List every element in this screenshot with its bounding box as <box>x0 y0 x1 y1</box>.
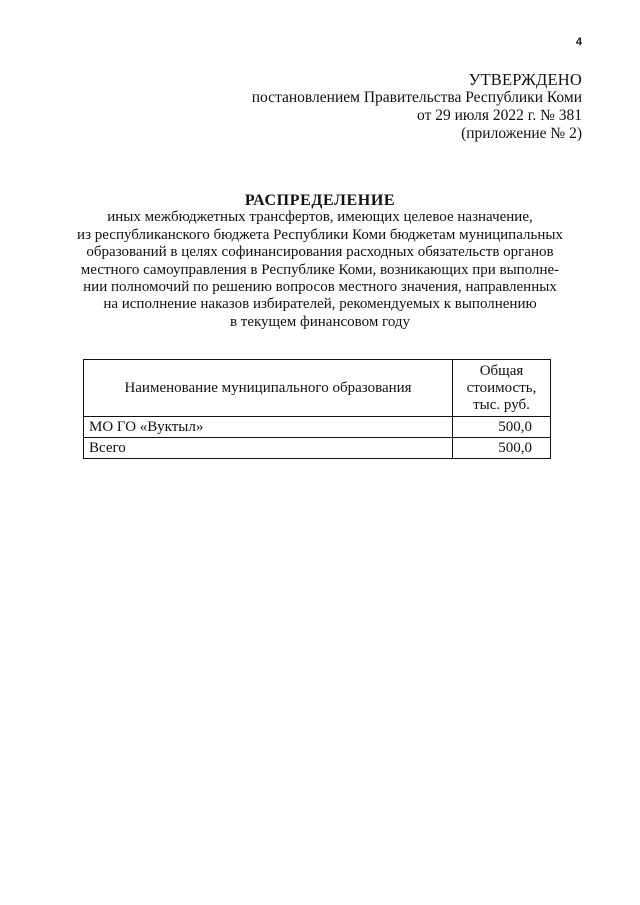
page-number: 4 <box>575 36 582 48</box>
column-header-cost-line: Общая <box>479 362 524 379</box>
subtitle-line: в текущем финансовом году <box>229 313 411 330</box>
subtitle-line: местного самоуправления в Республике Коми, возникающих при выполне- <box>80 261 560 278</box>
subtitle-line: нии полномочий по решению вопросов местного значения, направленных <box>83 279 557 296</box>
subtitle-line: образований в целях софинансирования расходных обязательств органов <box>86 244 554 261</box>
document-heading <box>70 192 570 331</box>
document-title: РАСПРЕДЕЛЕНИЕ <box>244 192 396 209</box>
distribution-table <box>83 359 551 459</box>
column-header-cost-line: стоимость, <box>466 379 537 396</box>
subtitle-line: иных межбюджетных трансфертов, имеющих целевое назначение, <box>107 209 533 226</box>
table-row <box>84 417 551 438</box>
subtitle-line: из республиканского бюджета Республики Коми бюджетам муниципальных <box>77 226 563 243</box>
table-header-row <box>84 360 551 417</box>
total-cost-cell: 500,0 <box>453 438 551 459</box>
cost-cell: 500,0 <box>453 417 551 438</box>
municipality-name-cell: МО ГО «Вуктыл» <box>84 417 453 438</box>
column-header-municipality: Наименование муниципального образования <box>84 360 453 417</box>
approval-line-appendix: (приложение № 2) <box>461 125 582 142</box>
total-label-cell: Всего <box>84 438 453 459</box>
approval-line-decree: постановлением Правительства Республики Коми <box>251 89 582 106</box>
approval-stamp-block <box>252 71 582 143</box>
approval-title: УТВЕРЖДЕНО <box>468 70 582 89</box>
subtitle-line: на исполнение наказов избирателей, рекомендуемых к выполнению <box>103 296 537 313</box>
column-header-cost-line: тыс. руб. <box>473 396 530 413</box>
column-header-cost <box>453 360 551 417</box>
approval-line-date: от 29 июля 2022 г. № 381 <box>417 107 582 124</box>
table-row-total <box>84 438 551 459</box>
